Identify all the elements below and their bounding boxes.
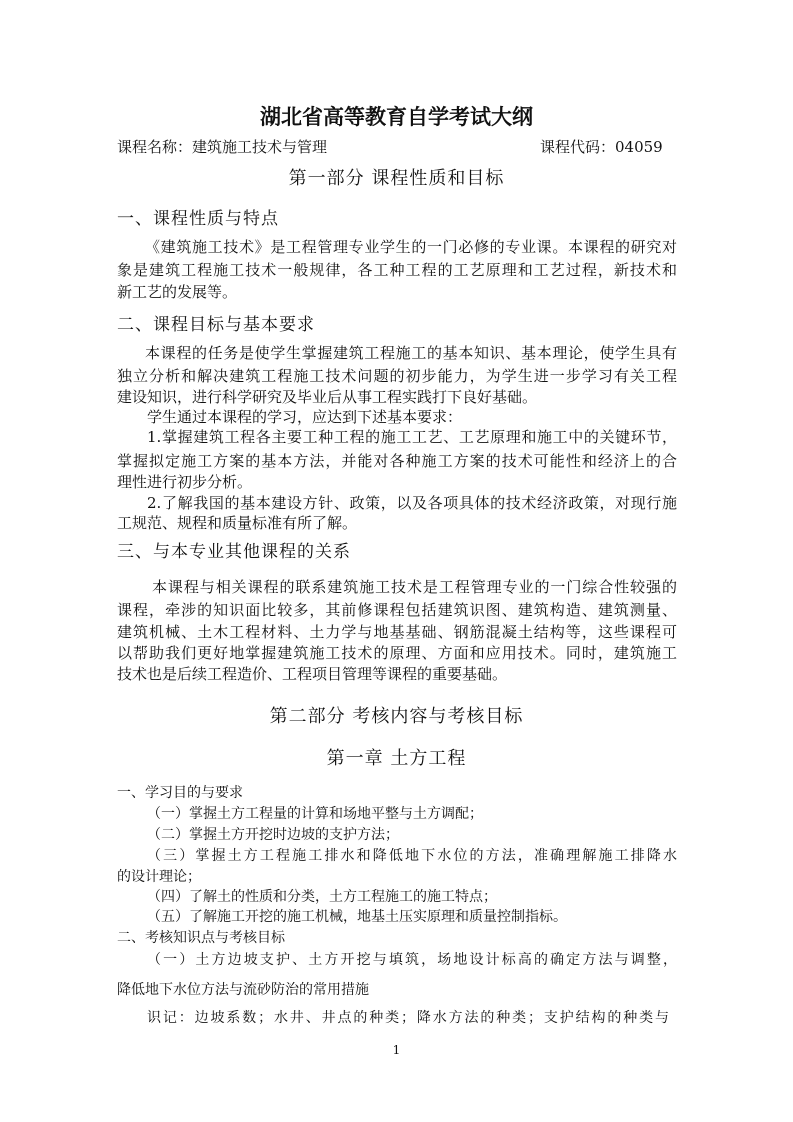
paragraph-line: 建筑机械、土木工程材料、土力学与地基基础、钢筋混凝土结构等，这些课程可 [117, 623, 677, 641]
part2-title: 第二部分 考核内容与考核目标 [269, 706, 524, 727]
outline-heading: 一、学习目的与要求 [117, 785, 243, 801]
section2-heading: 二、课程目标与基本要求 [117, 315, 315, 335]
paragraph-line: 工规范、规程和质量标准有所了解。 [117, 514, 358, 532]
outline-item: （二）掌握土方开挖时边坡的支护方法； [147, 827, 399, 843]
part1-title: 第一部分 课程性质和目标 [288, 168, 505, 189]
paragraph-line: 2.了解我国的基本建设方针、政策，以及各项具体的技术经济政策，对现行施 [147, 494, 677, 512]
outline-item: （五）了解施工开挖的施工机械，地基土压实原理和质量控制指标。 [147, 909, 567, 925]
paragraph-line: 本课程与相关课程的联系建筑施工技术是工程管理专业的一门综合性较强的 [152, 578, 677, 596]
paragraph-line: 《建筑施工技术》是工程管理专业学生的一门必修的专业课。本课程的研究对 [145, 238, 677, 256]
paragraph-line: 新工艺的发展等。 [117, 283, 238, 301]
chapter-title: 第一章 土方工程 [326, 748, 467, 769]
paragraph-line: 本课程的任务是使学生掌握建筑工程施工的基本知识、基本理论，使学生具有 [145, 344, 677, 362]
section3-heading: 三、与本专业其他课程的关系 [117, 542, 351, 562]
outline-heading: 二、考核知识点与考核目标 [117, 930, 285, 946]
section1-heading: 一、课程性质与特点 [117, 209, 279, 229]
paragraph-line: 学生通过本课程的学习，应达到下述基本要求： [147, 408, 463, 426]
outline-item: 识记：边坡系数；水井、井点的种类；降水方法的种类；支护结构的种类与 [147, 1010, 669, 1026]
outline-item: （一）掌握土方工程量的计算和场地平整与土方调配； [147, 806, 483, 822]
outline-item: 的设计理论； [117, 869, 201, 885]
paragraph-line: 技术也是后续工程造价、工程项目管理等课程的重要基础。 [117, 665, 508, 683]
document-title: 湖北省高等教育自学考试大纲 [260, 105, 533, 129]
page-number: 1 [392, 1043, 401, 1057]
paragraph-line: 掌握拟定施工方案的基本方法，并能对各种施工方案的技术可能性和经济上的合 [117, 452, 677, 470]
paragraph-line: 理性进行初步分析。 [117, 473, 253, 491]
outline-item: 降低地下水位方法与流砂防治的常用措施 [117, 982, 369, 998]
course-code: 课程代码：04059 [540, 138, 663, 156]
paragraph-line: 象是建筑工程施工技术一般规律，各工种工程的工艺原理和工艺过程，新技术和 [117, 261, 677, 279]
paragraph-line: 课程，牵涉的知识面比较多，其前修课程包括建筑识图、建筑构造、建筑测量、 [117, 601, 677, 619]
paragraph-line: 以帮助我们更好地掌握建筑施工技术的原理、方面和应用技术。同时，建筑施工 [117, 644, 677, 662]
outline-item: （四）了解土的性质和分类，土方工程施工的施工特点； [147, 889, 497, 905]
paragraph-line: 1.掌握建筑工程各主要工种工程的施工工艺、工艺原理和施工中的关键环节， [147, 428, 677, 446]
course-name: 课程名称：建筑施工技术与管理 [117, 138, 328, 156]
paragraph-line: 建设知识，进行科学研究及毕业后从事工程实践打下良好基础。 [117, 388, 538, 406]
outline-item: （三）掌握土方工程施工排水和降低地下水位的方法，准确理解施工排降水 [147, 848, 677, 864]
outline-item: （一）土方边坡支护、土方开挖与填筑，场地设计标高的确定方法与调整， [147, 952, 677, 968]
paragraph-line: 独立分析和解决建筑工程施工技术问题的初步能力，为学生进一步学习有关工程 [117, 367, 677, 385]
